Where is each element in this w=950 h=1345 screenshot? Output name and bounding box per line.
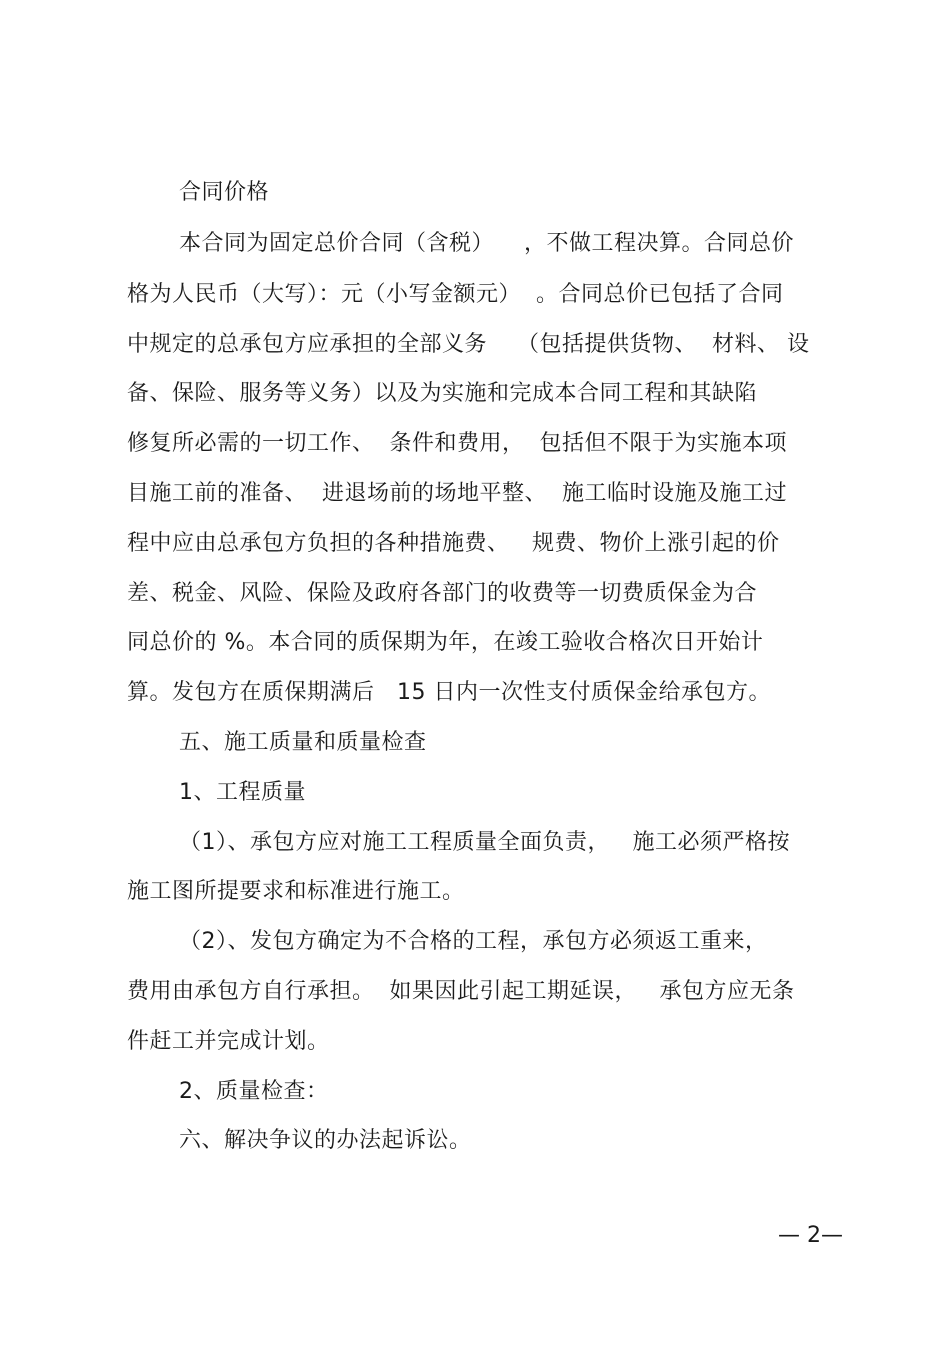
paragraph-line: 算。发包方在质保期满后 15 日内一次性支付质保金给承包方。 [127,680,771,705]
subsection-heading-engineering-quality: 1、工程质量 [179,780,306,805]
subsection-heading-quality-inspection: 2、质量检查： [179,1079,329,1104]
paragraph-line: 施工图所提要求和标准进行施工。 [127,879,465,904]
paragraph-line: 费用由承包方自行承担。 如果因此引起工期延误， 承包方应无条 [127,979,795,1004]
paragraph-line: 同总价的 %。本合同的质保期为年，在竣工验收合格次日开始计 [127,630,764,655]
paragraph-line: 格为人民币（大写）：元（小写金额元） 。合同总价已包括了合同 [127,282,784,307]
page-number: — 2— [778,1223,843,1248]
section-heading-quality: 五、施工质量和质量检查 [179,730,427,755]
paragraph-line: 差、税金、风险、保险及政府各部门的收费等一切费质保金为合 [127,581,758,606]
paragraph-line: 程中应由总承包方负担的各种措施费、 规费、物价上涨引起的价 [127,531,780,556]
paragraph-line: 本合同为固定总价合同（含税） ，不做工程决算。合同总价 [179,231,794,256]
section-heading-contract-price: 合同价格 [179,180,270,205]
paragraph-line: （2）、发包方确定为不合格的工程，承包方必须返工重来， [179,929,768,954]
paragraph-line: 备、保险、服务等义务）以及为实施和完成本合同工程和其缺陷 [127,381,758,406]
paragraph-line: 件赶工并完成计划。 [127,1029,330,1054]
paragraph-line: 目施工前的准备、 进退场前的场地平整、 施工临时设施及施工过 [127,481,787,506]
section-heading-dispute-resolution: 六、解决争议的办法起诉讼。 [179,1128,472,1153]
paragraph-line: 修复所必需的一切工作、 条件和费用， 包括但不限于为实施本项 [127,431,787,456]
paragraph-line: 中规定的总承包方应承担的全部义务 （包括提供货物、 材料、 设 [127,332,810,357]
paragraph-line: （1）、承包方应对施工工程质量全面负责， 施工必须严格按 [179,830,790,855]
